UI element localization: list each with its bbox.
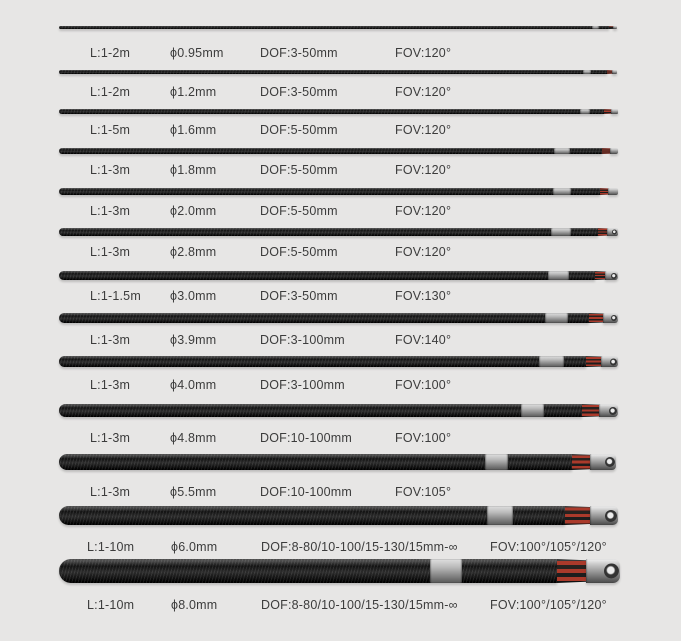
length-value: L:1-3m — [90, 245, 131, 259]
spec-row — [0, 485, 681, 500]
probe-tip-stripes — [595, 271, 605, 280]
probe-camera-cap — [605, 271, 618, 280]
probe-tip-stripes — [598, 228, 607, 236]
probe-cable — [59, 356, 586, 367]
diameter-value: ϕ2.8mm — [170, 245, 217, 259]
probe-tip-stripes — [604, 109, 611, 114]
probe-illustration — [59, 356, 618, 367]
probe-collar-band — [551, 228, 571, 236]
diameter-value: ϕ4.8mm — [170, 431, 217, 445]
probe-cable — [59, 188, 600, 195]
dof-value: DOF:3-50mm — [260, 85, 338, 99]
probe-cable — [59, 109, 604, 114]
probe-camera-cap — [613, 26, 617, 29]
probe-camera-cap — [590, 506, 618, 525]
spec-row — [0, 204, 681, 219]
diameter-value: ϕ5.5mm — [170, 485, 217, 499]
fov-value: FOV:105° — [395, 485, 452, 499]
probe-collar-band — [539, 356, 564, 367]
camera-lens-icon — [604, 564, 619, 579]
length-value: L:1-10m — [87, 540, 135, 554]
probe-illustration — [59, 70, 617, 74]
probe-camera-cap — [603, 313, 618, 323]
camera-lens-icon — [605, 457, 615, 467]
length-value: L:1-3m — [90, 485, 131, 499]
diameter-value: ϕ2.0mm — [170, 204, 217, 218]
probe-illustration — [59, 228, 618, 236]
dof-value: DOF:5-50mm — [260, 245, 338, 259]
fov-value: FOV:100°/105°/120° — [490, 540, 607, 554]
probe-cable — [59, 313, 589, 323]
probe-camera-cap — [611, 109, 618, 114]
probe-illustration — [59, 559, 620, 583]
dof-value: DOF:3-50mm — [260, 46, 338, 60]
length-value: L:1-10m — [87, 598, 135, 612]
camera-lens-icon — [609, 407, 617, 415]
spec-row — [0, 598, 681, 613]
probe-cable — [59, 559, 557, 583]
probe-camera-cap — [586, 559, 620, 583]
spec-row — [0, 540, 681, 555]
length-value: L:1-1.5m — [90, 289, 141, 303]
diameter-value: ϕ8.0mm — [171, 598, 218, 612]
diameter-value: ϕ4.0mm — [170, 378, 217, 392]
length-value: L:1-3m — [90, 378, 131, 392]
probe-camera-cap — [599, 404, 618, 417]
probe-illustration — [59, 109, 618, 114]
probe-tip-stripes — [586, 356, 601, 367]
probe-illustration — [59, 313, 618, 323]
diameter-value: ϕ6.0mm — [171, 540, 218, 554]
probe-camera-cap — [601, 356, 618, 367]
probe-illustration — [59, 404, 618, 417]
probe-tip-stripes — [572, 454, 590, 470]
camera-lens-icon — [611, 273, 617, 279]
probe-illustration — [59, 148, 618, 154]
probe-collar-band — [548, 271, 569, 280]
camera-lens-icon — [612, 230, 617, 235]
probe-tip-stripes — [602, 148, 610, 154]
spec-row — [0, 289, 681, 304]
probe-tip-stripes — [589, 313, 603, 323]
diameter-value: ϕ1.8mm — [170, 163, 217, 177]
dof-value: DOF:10-100mm — [260, 485, 353, 499]
fov-value: FOV:120° — [395, 46, 452, 60]
length-value: L:1-3m — [90, 204, 131, 218]
diameter-value: ϕ1.2mm — [170, 85, 217, 99]
fov-value: FOV:130° — [395, 289, 452, 303]
fov-value: FOV:120° — [395, 123, 452, 137]
dof-value: DOF:5-50mm — [260, 123, 338, 137]
length-value: L:1-5m — [90, 123, 131, 137]
dof-value: DOF:3-50mm — [260, 289, 338, 303]
probe-illustration — [59, 454, 616, 470]
spec-row — [0, 46, 681, 61]
length-value: L:1-2m — [90, 46, 131, 60]
length-value: L:1-2m — [90, 85, 131, 99]
dof-value: DOF:3-100mm — [260, 378, 345, 392]
spec-row — [0, 378, 681, 393]
spec-row — [0, 333, 681, 348]
diameter-value: ϕ0.95mm — [170, 46, 224, 60]
diameter-value: ϕ1.6mm — [170, 123, 217, 137]
probe-collar-band — [592, 26, 599, 29]
diameter-value: ϕ3.9mm — [170, 333, 217, 347]
probe-tip-stripes — [557, 559, 586, 583]
probe-collar-band — [554, 148, 570, 154]
probe-collar-band — [580, 109, 590, 114]
probe-cable — [59, 26, 609, 29]
length-value: L:1-3m — [90, 333, 131, 347]
probe-illustration — [59, 271, 618, 280]
length-value: L:1-3m — [90, 431, 131, 445]
probe-collar-band — [485, 454, 508, 470]
spec-row — [0, 85, 681, 100]
probe-collar-band — [487, 506, 513, 525]
camera-lens-icon — [605, 510, 617, 522]
probe-camera-cap — [590, 454, 616, 470]
spec-row — [0, 163, 681, 178]
fov-value: FOV:120° — [395, 204, 452, 218]
dof-value: DOF:5-50mm — [260, 163, 338, 177]
probe-tip-stripes — [600, 188, 608, 195]
probe-illustration — [59, 188, 618, 195]
dof-value: DOF:3-100mm — [260, 333, 345, 347]
probe-camera-cap — [612, 70, 617, 74]
dof-value: DOF:8-80/10-100/15-130/15mm-∞ — [261, 540, 458, 554]
probe-collar-band — [545, 313, 568, 323]
spec-row — [0, 123, 681, 138]
fov-value: FOV:100° — [395, 378, 452, 392]
spec-row — [0, 431, 681, 446]
probe-illustration — [59, 506, 618, 525]
fov-value: FOV:100°/105°/120° — [490, 598, 607, 612]
fov-value: FOV:100° — [395, 431, 452, 445]
dof-value: DOF:5-50mm — [260, 204, 338, 218]
fov-value: FOV:120° — [395, 245, 452, 259]
fov-value: FOV:140° — [395, 333, 452, 347]
probe-camera-cap — [610, 148, 618, 154]
probe-collar-band — [553, 188, 571, 195]
probe-tip-stripes — [582, 404, 599, 417]
camera-lens-icon — [610, 358, 617, 365]
length-value: L:1-3m — [90, 163, 131, 177]
fov-value: FOV:120° — [395, 163, 452, 177]
probe-cable — [59, 148, 602, 154]
probe-collar-band — [430, 559, 462, 583]
dof-value: DOF:8-80/10-100/15-130/15mm-∞ — [261, 598, 458, 612]
probe-camera-cap — [607, 228, 618, 236]
probe-collar-band — [583, 70, 591, 74]
camera-lens-icon — [611, 315, 617, 321]
fov-value: FOV:120° — [395, 85, 452, 99]
probe-cable — [59, 228, 598, 236]
dof-value: DOF:10-100mm — [260, 431, 353, 445]
probe-collar-band — [521, 404, 544, 417]
spec-row — [0, 245, 681, 260]
probe-tip-stripes — [565, 506, 590, 525]
probe-illustration — [59, 26, 617, 29]
probe-camera-cap — [608, 188, 618, 195]
probe-cable — [59, 404, 582, 417]
diameter-value: ϕ3.0mm — [170, 289, 217, 303]
probe-cable — [59, 70, 607, 74]
probe-cable — [59, 271, 595, 280]
